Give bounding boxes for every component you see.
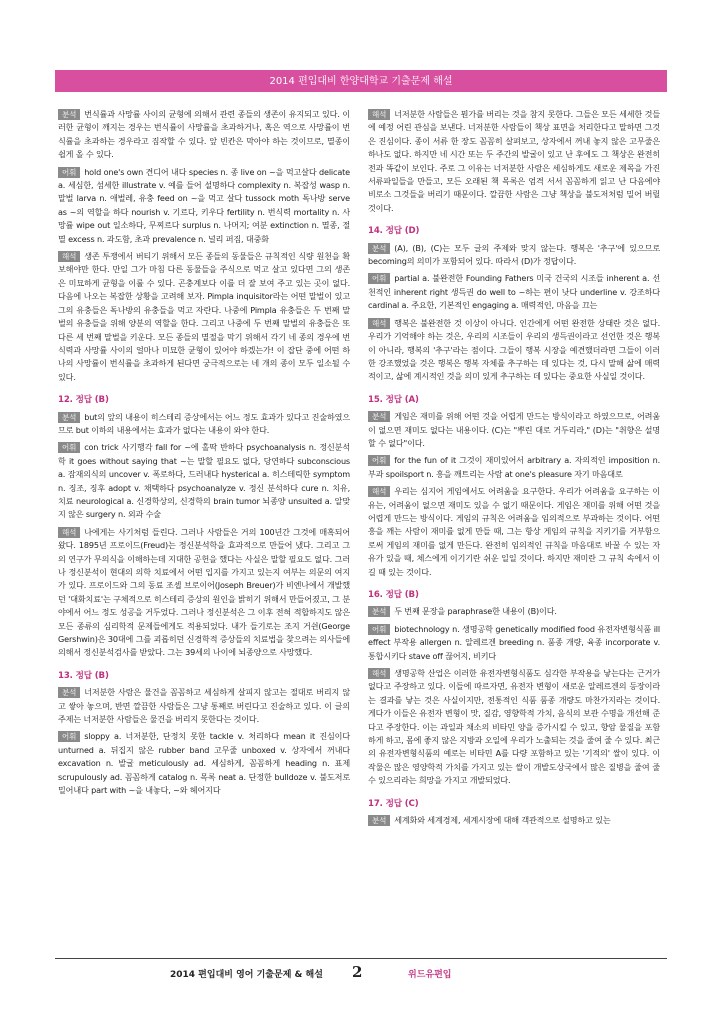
right-column [368,108,660,832]
paragraph-text: for the fun of it 그것이 재미있어서 arbitrary a. 자의적인 imposition n. 부과 spoilsport n. 흥을 깨트리는 사람 at one's pleasure 자기 마음대로 [368,455,660,479]
answer-heading: 14. 정답 (D) [368,226,420,237]
running-header: 2014 편입대비 한양대학교 기출문제 해설 [55,72,667,92]
paragraph-text: 번식률과 사망률 사이의 균형에 의해서 관련 종들의 생존이 유지되고 있다. 이러한 균형이 깨지는 경우는 번식률이 사망률을 초과하거나, 혹은 역으로 사망률이 번식률을 초과하는 경우라고 짐작할 수 있다. 앞 빈칸은 막아야 하는 것이므로, 멸종이 쉽게 올 수 있다. [58,109,350,160]
paragraph-text: 두 번째 문장을 paraphrase한 내용이 (B)이다. [394,606,557,617]
paragraph [368,814,660,827]
paragraph [58,166,350,246]
label-tag: 어휘 [58,442,80,453]
label-tag: 해석 [368,109,390,120]
paragraph-text: 생존 투쟁에서 버티기 위해서 모든 종들의 동물들은 규칙적인 식량 원천을 확보해야만 한다. 만일 그가 마침 다른 동물들을 주식으로 먹고 살고 있다면 그의 생존은 미묘하게 균형을 이룰 수 있다. 곤충계보다 이를 더 잘 보여 주고 있는 곳이 없다. 다음에 나오는 복잡한 상황을 고려해 보자. Pimpla inquisitor라는 어떤 말벌이 있고 그의 유충들은 독나방의 유충들을 먹고 자란다. 나중에 Pimpla 유충들은 두 번째 말벌의 유충들을 위해 양분의 역할을 한다. 그리고 나중에 두 번째 말벌의 유충들은 또 다른 세 번째 말벌을 키운다. 모든 종들의 멸절을 막기 위해서 각기 네 종의 경우에 번식력과 사망률 사이의 얼마나 미묘한 균형이 있어야 하겠는가! 이 잡단 중에 어떤 하나의 사망률이 번식률을 초과하게 된다면 궁극적으로는 네 개의 종이 모두 일소될 수 있다. [58,251,350,382]
label-tag: 해석 [58,251,80,262]
answer-heading: 15. 정답 (A) [368,394,419,405]
label-tag: 해석 [368,318,390,329]
label-tag: 어휘 [58,731,80,742]
left-column [58,108,350,802]
paragraph [368,623,660,663]
paragraph [368,410,660,450]
paragraph-text: hold one's own 견디어 내다 species n. 종 live on ~을 먹고살다 delicate a. 세심한, 섬세한 illustrate v. 예를 들어 설명하다 complexity n. 복잡성 wasp n. 말벌 larva n. 애벌레, 유충 feed on ~을 먹고 살다 tussock moth 독나방 serve as ~의 역할을 하다 nourish v. 기르다, 키우다 fertility n. 번식력 mortality n. 사망률 wipe out 일소하다, 무찌르다 surplus n. 나머지; 여분 extinction n. 멸종, 절멸 excess n. 과도함, 초과 prevalence n. 널리 퍼짐, 대중화 [58,166,350,244]
paragraph [58,526,350,660]
page-footer [0,963,720,983]
label-tag: 분석 [58,109,80,120]
label-tag: 분석 [58,687,80,698]
paragraph [58,441,350,521]
footer-rule [55,958,667,959]
paragraph [368,242,660,269]
paragraph [368,485,660,579]
paragraph [368,454,660,481]
label-tag: 분석 [368,243,390,254]
paragraph-text: 너저분한 사람들은 뭔가를 버리는 것을 참지 못한다. 그들은 모든 세세한 것들에 예정 어린 관심을 보낸다. 너저분한 사람들이 책상 표면을 처리한다고 말하면 그것은 진심이다. 종이 서류 한 장도 꼼꼼히 살펴보고, 상자에서 꺼내 놓지 않은 고무줄은 하나도 없다. 하지만 네 시간 또는 두 주간의 발굴이 있고 난 후에도 그 책상은 완전히 전과 똑같이 보인다. 주로 그 이유는 너저분한 사람은 세심하게도 새로운 제목을 가진 서류파일들을 만들고, 모든 오래된 책 목록은 엄격 서서 꼼꼼하게 읽고 난 다음에야 비로소 그것들을 버리기 때문이다. 깔끔한 사람은 그냥 책상을 불도저처럼 밀어 버릴 것이다. [368,109,660,213]
answer-heading: 12. 정답 (B) [58,395,109,406]
label-tag: 해석 [368,486,390,497]
footer-title: 2014 편입대비 영어 기출문제 & 해설 [170,970,323,980]
paragraph-text: 너저분한 사람은 물건을 꼼꼼하고 세심하게 살피지 않고는 절대로 버리지 않고 쌓아 놓으며, 반면 깔끔한 사람들은 그냥 통째로 버린다고 진술하고 있다. 이 글의 주제는 너저분한 사람들은 물건을 버리지 못한다는 것이다. [58,687,350,725]
paragraph-text: 우리는 심지어 게임에서도 어려움을 요구한다. 우리가 어려움을 요구하는 이유는, 어려움이 없으면 재미도 있을 수 없기 때문이다. 게임은 재미를 위해 어떤 것을 어렵게 만드는 방식이다. 게임의 규칙은 어려움을 임의적으로 부과하는 것이다. 어떤 흥을 깨는 사람이 재미를 없게 만들 때, 그는 항상 게임의 규칙을 지키기를 거부함으로써 게임의 재미를 없게 만든다. 완전히 임의적인 규칙을 마음대로 바꿀 수 있는 자유가 있을 때, 체스에게 이기기란 쉬운 일일 것이다. 하지만 재미란 그 규칙 속에서 이길 때 있는 것이다. [368,486,660,577]
paragraph-text: 행복은 불완전한 것 이상이 아니다. 인간에게 어떤 완전한 상태란 것은 없다. 우리가 기억해야 하는 것은, 우리의 시조들이 우리의 생득권이라고 선언한 것은 행복이 아니라, 행복의 '추구'라는 점이다. 그들이 행복 시장을 예견했더라면 그들이 이러한 강조했었을 것은 행복은 행복 자체를 추구하는 데 있다는 것, 다시 말해 삶에 매력적이고, 삶에 계시적인 것을 의미 있게 추구하는 데 있다는 중요한 사실일 것이다. [368,317,660,382]
paragraph [58,108,350,162]
paragraph-text: sloppy a. 너저분한, 단정치 못한 tackle v. 처리하다 mean it 진심이다 unturned a. 뒤집지 않은 rubber band 고무줄 unboxed v. 상자에서 꺼내다 excavation n. 발굴 meticulously ad. 세심하게, 꼼꼼하게 heading n. 표제 scrupulously ad. 꼼꼼하게 catalog n. 목록 neat a. 단정한 bulldoze v. 불도저로 밀어내다 part with ~을 내놓다, ~와 헤어지다 [58,731,350,796]
label-tag: 해석 [58,527,80,538]
label-tag: 어휘 [368,273,390,284]
label-tag: 어휘 [368,455,390,466]
paragraph-text: partial a. 불완전한 Founding Fathers 미국 건국의 시조들 inherent a. 선천적인 inherent right 생득권 do well to ~하는 편이 낫다 underline v. 강조하다 cardinal a. 주요한, 기본적인 engaging a. 매력적인, 마음을 끄는 [368,273,660,311]
paragraph [368,108,660,215]
label-tag: 분석 [368,606,390,617]
paragraph-text: biotechnology n. 생명공학 genetically modified food 유전자변형식품 ill effect 부작용 allergen n. 알레르겐 breeding n. 품종 개량, 육종 incorporate v. 통합시키다 stave off 끊어지, 비키다 [368,623,660,661]
paragraph [368,272,660,312]
answer-heading: 17. 정답 (C) [368,798,419,809]
paragraph [58,250,350,384]
paragraph [368,605,660,618]
paragraph-text: 세계화와 세계경제, 세계시장에 대해 객관적으로 설명하고 있는 [394,815,611,826]
footer-brand: 위드유편입 [408,970,452,980]
paragraph [368,317,660,384]
label-tag: 분석 [368,411,390,422]
paragraph-text: 생명공학 산업은 이러한 유전자변형식품도 심각한 부작용을 낳는다는 근거가 없다고 주장하고 있다. 이들에 따르자면, 유전자 변형이 새로운 알레르겐의 등장이라는 결과를 낳는 것은 사실이지만, 전통적인 식품 품종 개량도 마찬가지라는 것이다. 게다가 이들은 유전자 변형이 맛, 질감, 영향학적 가치, 음식의 보관 수명을 개선해 준다고 주장한다. 이는 과일과 채소의 비타민 양을 증가시킬 수 있고, 향암 물질을 포함하게 하고, 몸에 좋지 않은 지방과 오일에 우리가 노출되는 것을 줄여 줄 수 있다. 최근의 유전자변형식품의 예로는 비타민 A를 다량 포함하고 있는 '기적의' 쌀이 있다. 이 작물은 많은 영양학적 가치를 가지고 있는 쌀이 개발도상국에서 많은 질병을 줄여 줄 수 있으리라는 희망을 가지고 개발되었다. [368,668,660,786]
paragraph [58,411,350,438]
label-tag: 해석 [368,668,390,679]
paragraph-text: 나에게는 사기처럼 들린다. 그러나 사람들은 거의 100년간 그것에 매혹되어 왔다. 1895년 프로이드(Freud)는 정신분석학을 효과적으로 만들어 냈다. 그리고 그의 연구가 무의식을 이해하는데 지대한 공헌을 했다는 사실은 말할 필요도 없다. 그러나 정신분석이 현대의 의학 치료에서 어떤 입지를 가지고 있는지 여부는 의문의 여지가 있다. 프로이드와 그의 동료 조셉 브로이어(Joseph Breuer)가 비엔나에서 개발했던 '대화치료'는 구체적으로 히스테리 증상의 원인을 밝히기 위해서 만들어졌고, 그 분야에서 어느 정도 성공을 거두었다. 그러나 정신분석은 그 이후 전혀 적합하지도 않은 모든 종류의 심리학적 문제들에게도 적용되었다. 내가 들기로는 조지 거쉰(George Gershwin)은 30대에 그를 괴롭히던 신경학적 증상들의 치료법을 찾으려는 의사들에 의해서 정신분석검사를 받았다. 그는 39세의 나이에 뇌종양으로 사망했다. [58,526,350,658]
label-tag: 분석 [368,815,390,826]
paragraph [368,667,660,788]
paragraph-text: 게임은 재미를 위해 어떤 것을 어렵게 만드는 방식이라고 하였으므로, 어려움이 없으면 재미도 없다는 내용이다. (C)는 "뿌린 대로 거두리라," (D)는 "취향은 설명할 수 없다"이다. [368,411,660,448]
answer-heading: 16. 정답 (B) [368,590,419,600]
paragraph [58,730,350,797]
label-tag: 어휘 [58,167,80,178]
page-number: 2 [352,963,363,981]
label-tag: 어휘 [368,624,390,635]
paragraph-text: con trick 사기행각 fall for ~에 홀딱 반하다 psychoanalysis n. 정신분석학 it goes without saying that ~는 말할 필요도 없다, 당연하다 subconscious a. 잠재의식의 uncover v. 폭로하다, 드러내다 hysterical a. 히스테릭한 symptom n. 징조, 징후 adopt v. 채택하다 psychoanalyze v. 정신 분석하다 cure n. 치유, 치료 neurological a. 신경학상의, 신경학의 brain tumor 뇌종양 unsuited a. 알맞지 않은 surgery n. 외과 수술 [58,442,350,520]
paragraph-text: (A), (B), (C)는 모두 글의 주제와 맞지 않는다. 행복은 '추구'에 있으므로 becoming의 의미가 포함되어 있다. 따라서 (D)가 정답이다. [368,242,660,267]
paragraph [58,686,350,726]
label-tag: 분석 [58,412,80,423]
paragraph-text: but의 앞의 내용이 히스테리 증상에서는 어느 정도 효과가 있다고 진술하였으므로 but 이하의 내용에서는 효과가 없다는 내용이 와야 한다. [58,411,350,435]
answer-heading: 13. 정답 (B) [58,670,109,681]
